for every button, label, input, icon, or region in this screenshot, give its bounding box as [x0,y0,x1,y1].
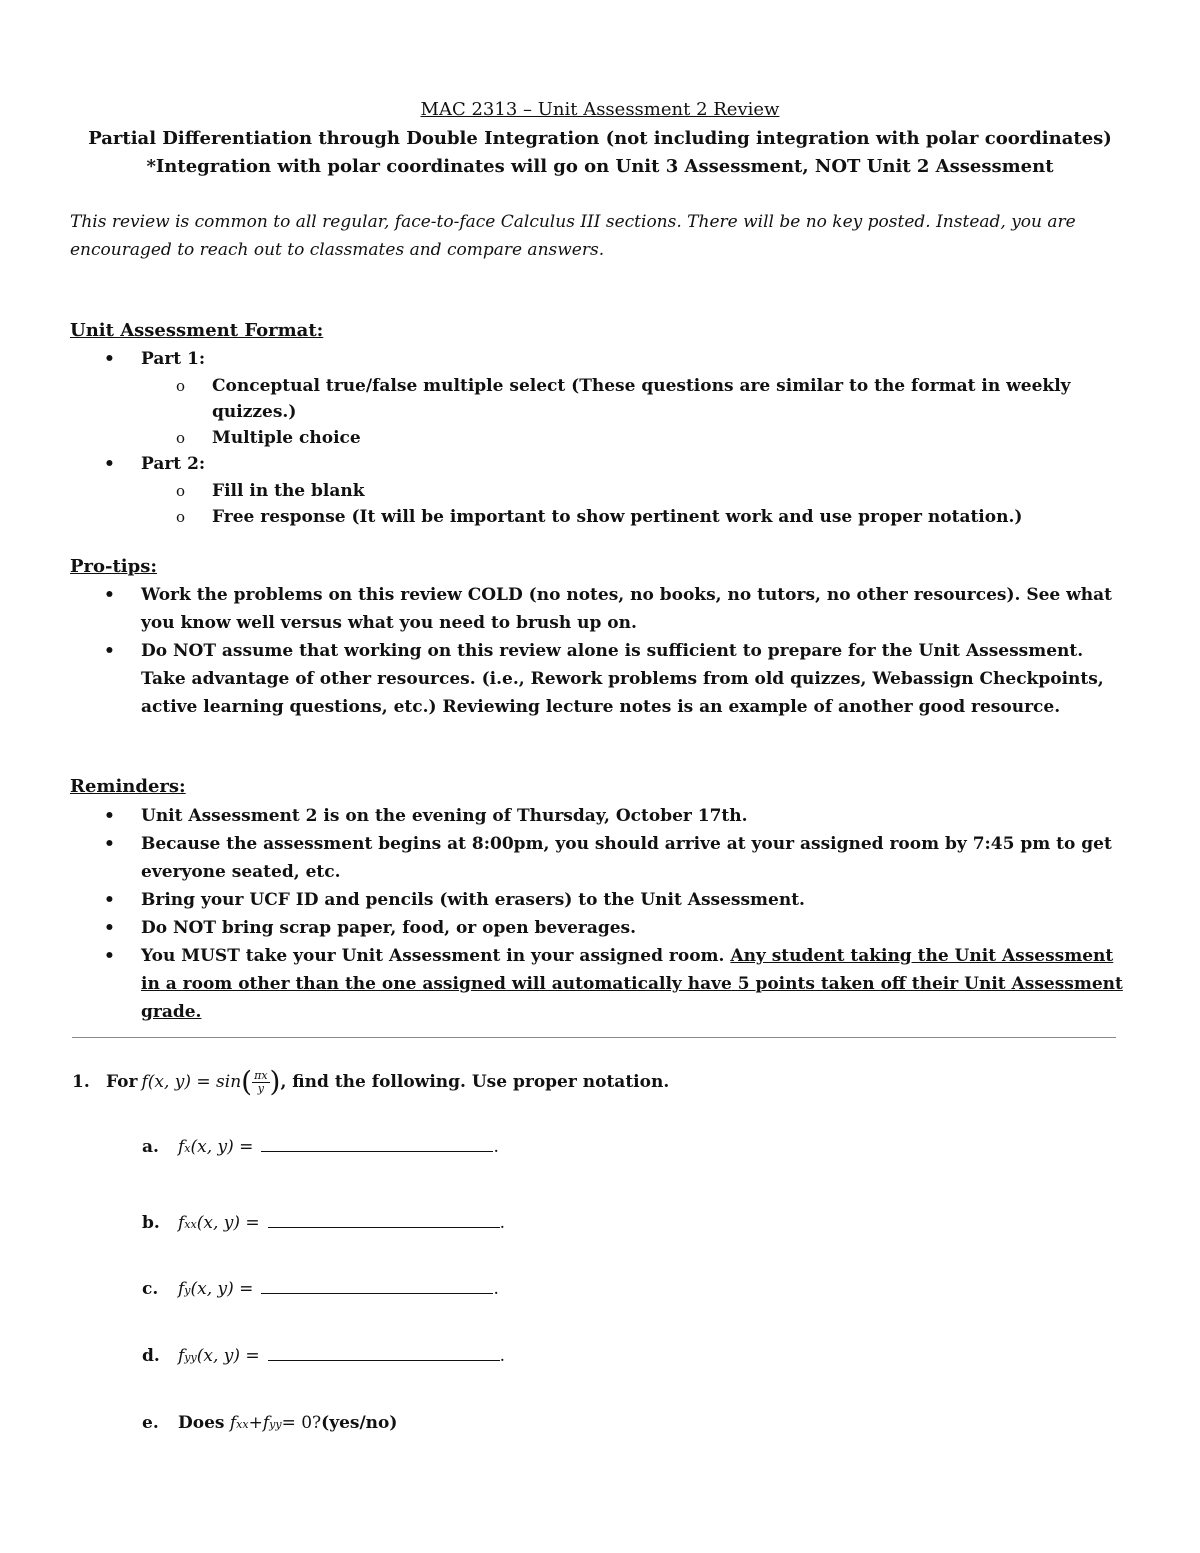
question-lead: For [106,1072,138,1092]
part-label: b. [142,1213,160,1233]
reminders-list [70,802,1130,1026]
part-e-f2: f [262,1413,270,1433]
part-e-plus: + [248,1413,263,1433]
part-expr: f [178,1346,185,1366]
reminder-item: • Bring your UCF ID and pencils (with erasers) to the Unit Assessment. [70,886,1130,914]
format-part1-item: o Conceptual true/false multiple select (These questions are similar to the format in weekly quizzes.) [70,373,1130,425]
question-part-a [142,1137,499,1157]
part-label: c. [142,1279,159,1299]
part-subscript: yy [184,1351,197,1364]
page-title: MAC 2313 – Unit Assessment 2 Review [420,99,780,120]
format-part1-item: o Multiple choice [70,425,1130,451]
period: . [493,1137,499,1157]
part-subscript: y [184,1284,191,1297]
part-label: e. [142,1413,159,1433]
period: . [499,1213,506,1233]
reminder-item-room [70,942,1130,1026]
page-subtitle: Partial Differentiation through Double Integration (not including integration with polar coordinates) [88,128,1112,149]
period: . [493,1279,499,1299]
period: . [499,1346,506,1366]
part-e-s2: yy [269,1418,282,1431]
tip-item: • Do NOT assume that working on this review alone is sufficient to prepare for the Unit Assessment. Take advantage of other resources. (i.e., Rework problems from old quizzes, Webassign Checkpoints, active learning questions, etc.) Reviewing lecture notes is an example of another good resource. [70,637,1130,721]
question-part-c [142,1279,499,1299]
format-list [70,346,1130,530]
question-1 [72,1065,670,1098]
close-paren: ) [269,1065,281,1098]
format-part1: • Part 1: [70,346,1130,373]
part-e-answer: (yes/no) [321,1413,398,1433]
polar-note: *Integration with polar coordinates will go on Unit 3 Assessment, NOT Unit 2 Assessment [146,156,1054,177]
part-rest: (x, y) = [190,1279,254,1299]
answer-blank[interactable] [268,1213,500,1228]
part-e-s1: xx [236,1418,249,1431]
part-subscript: x [184,1142,191,1155]
answer-blank[interactable] [261,1279,493,1294]
format-part2-item: o Free response (It will be important to show pertinent work and use proper notation.) [70,504,1130,530]
question-part-e [142,1413,397,1433]
question-number: 1. [72,1072,90,1092]
answer-blank[interactable] [261,1137,493,1152]
fraction-denominator: y [257,1081,264,1095]
tip-item: • Work the problems on this review COLD (no notes, no books, no tutors, no other resources). See what you know well versus what you need to brush up on. [70,581,1130,637]
format-part2: • Part 2: [70,451,1130,478]
part-e-eq: = 0? [281,1413,322,1433]
open-paren: ( [241,1065,253,1098]
intro-paragraph: This review is common to all regular, face-to-face Calculus III sections. There will be no key posted. Instead, you are encouraged to reach out to classmates and compare answers. [70,212,1076,260]
function-expression: f(x, y) = sin [141,1072,242,1092]
part-subscript: xx [184,1218,197,1231]
reminder-room-text: You MUST take your Unit Assessment in your assigned room. [141,946,731,966]
format-part2-item: o Fill in the blank [70,478,1130,504]
part-e-does: Does [178,1413,225,1433]
part-expr: f [178,1213,185,1233]
part-expr: f [178,1279,185,1299]
tips-heading: Pro-tips: [70,556,158,577]
question-part-d [142,1346,505,1366]
reminder-item: • Because the assessment begins at 8:00pm, you should arrive at your assigned room by 7:45 pm to get everyone seated, etc. [70,830,1130,886]
part-label: d. [142,1346,160,1366]
part-expr: f [178,1137,185,1157]
reminder-penalty-text: Any student taking the Unit Assessment in a room other than the one assigned will automatically have 5 points taken off their Unit Assessment grade. [141,946,1123,1022]
part-rest: (x, y) = [190,1137,254,1157]
format-heading: Unit Assessment Format: [70,320,324,341]
answer-blank[interactable] [268,1346,500,1361]
fraction-numerator: πx [254,1068,268,1082]
reminders-heading: Reminders: [70,776,186,797]
fraction [252,1070,269,1095]
reminder-item: • Do NOT bring scrap paper, food, or open beverages. [70,914,1130,942]
question-part-b [142,1213,505,1233]
section-divider [72,1037,1116,1038]
part-e-f1: f [229,1413,237,1433]
reminder-item: • Unit Assessment 2 is on the evening of Thursday, October 17th. [70,802,1130,830]
part-rest: (x, y) = [196,1213,260,1233]
part-rest: (x, y) = [196,1346,260,1366]
part-label: a. [142,1137,159,1157]
tips-list [70,581,1130,721]
question-instruction: , find the following. Use proper notation. [280,1072,670,1092]
